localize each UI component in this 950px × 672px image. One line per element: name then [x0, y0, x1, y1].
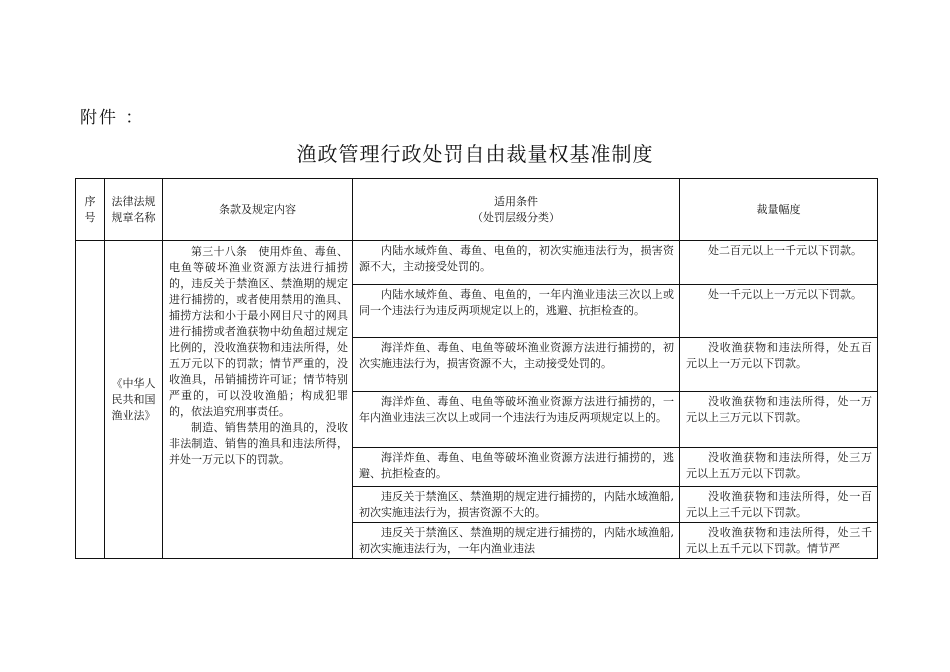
- attachment-label: 附件 ：: [80, 108, 145, 128]
- header-seq: 序号: [76, 179, 105, 241]
- header-article: 条款及规定内容: [163, 179, 353, 241]
- document-title: 渔政管理行政处罚自由裁量权基准制度: [296, 142, 654, 166]
- seq-cell: [76, 241, 105, 559]
- range-cell: 没收渔获物和违法所得，处三千元以上五千元以下罚款。情节严: [680, 523, 878, 559]
- article-paragraph: 制造、销售禁用的渔具的，没收非法制造、销售的渔具和违法所得，并处一万元以下的罚款。: [169, 421, 348, 466]
- penalty-standard-table: [75, 178, 878, 559]
- condition-cell: 海洋炸鱼、毒鱼、电鱼等破坏渔业资源方法进行捕捞的，逃避、抗拒检查的。: [353, 448, 680, 487]
- range-cell: 没收渔获物和违法所得，处一百元以上三千元以下罚款。: [680, 487, 878, 523]
- condition-cell: 内陆水域炸鱼、毒鱼、电鱼的，初次实施违法行为，损害资源不大，主动接受处罚的。: [353, 241, 680, 285]
- range-cell: 处二百元以上一千元以下罚款。: [680, 241, 878, 285]
- article-paragraph: 第三十八条 使用炸鱼、毒鱼、电鱼等破坏渔业资源方法进行捕捞的，违反关于禁渔区、禁渔期的规定进行捕捞的，或者使用禁用的渔具、捕捞方法和小于最小网目尺寸的网具进行捕捞或者渔获物中幼鱼超过规定比例的，没收渔获物和违法所得，处五万元以下的罚款；情节严重的，没收渔具，吊销捕捞许可证；情节特别严重的，可以没收渔船；构成犯罪的，依法追究刑事责任。: [169, 245, 348, 418]
- article-content-cell: [163, 241, 353, 559]
- header-condition: 适用条件 （处罚层级分类）: [353, 179, 680, 241]
- range-cell: 没收渔获物和违法所得，处一万元以上三万元以下罚款。: [680, 392, 878, 448]
- condition-cell: 内陆水域炸鱼、毒鱼、电鱼的，一年内渔业违法三次以上或同一个违法行为违反两项规定以上的，逃避、抗拒检查的。: [353, 285, 680, 338]
- range-cell: 处一千元以上一万元以下罚款。: [680, 285, 878, 338]
- header-range: 裁量幅度: [680, 179, 878, 241]
- table-header-row: [76, 179, 878, 241]
- condition-cell: 海洋炸鱼、毒鱼、电鱼等破坏渔业资源方法进行捕捞的，初次实施违法行为，损害资源不大，主动接受处罚的。: [353, 338, 680, 392]
- header-law-name: 法律法规规章名称: [105, 179, 163, 241]
- condition-cell: 违反关于禁渔区、禁渔期的规定进行捕捞的，内陆水域渔船,初次实施违法行为，一年内渔业违法: [353, 523, 680, 559]
- table-row: [76, 241, 878, 285]
- condition-cell: 海洋炸鱼、毒鱼、电鱼等破坏渔业资源方法进行捕捞的，一年内渔业违法三次以上或同一个违法行为违反两项规定以上的。: [353, 392, 680, 448]
- condition-cell: 违反关于禁渔区、禁渔期的规定进行捕捞的，内陆水域渔船,初次实施违法行为，损害资源不大的。: [353, 487, 680, 523]
- law-name-cell: 《中华人民共和国渔业法》: [105, 241, 163, 559]
- range-cell: 没收渔获物和违法所得，处三万元以上五万元以下罚款。: [680, 448, 878, 487]
- range-cell: 没收渔获物和违法所得，处五百元以上一万元以下罚款。: [680, 338, 878, 392]
